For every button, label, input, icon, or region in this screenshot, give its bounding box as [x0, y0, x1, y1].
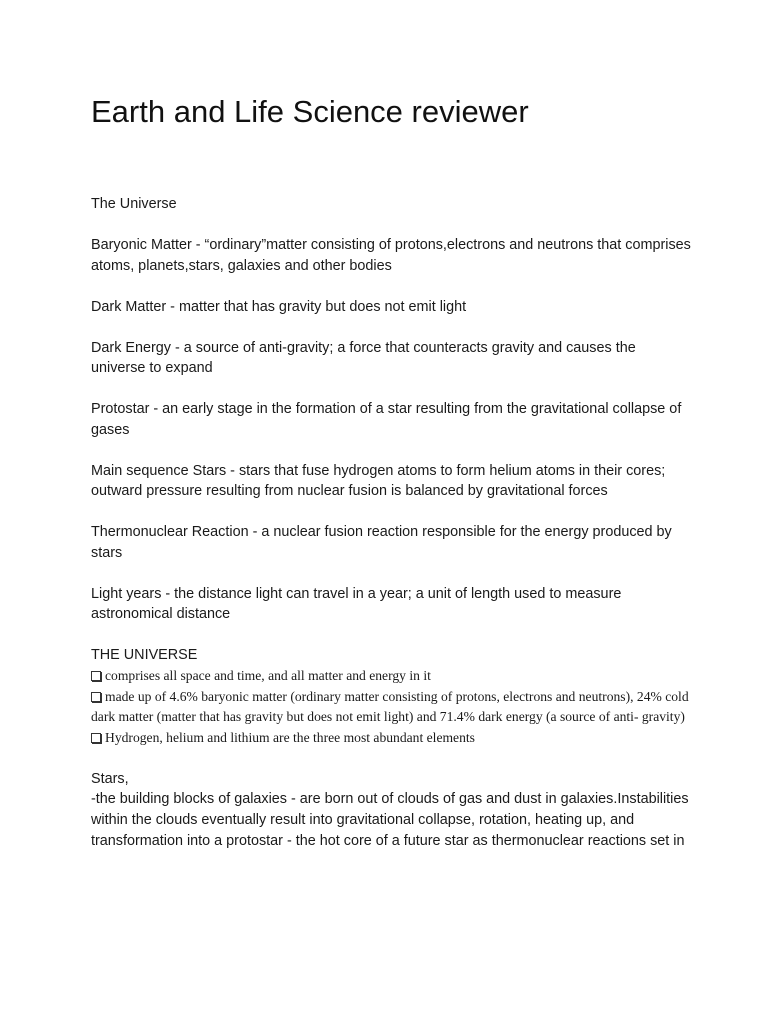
universe-heading: THE UNIVERSE — [91, 647, 198, 664]
list-item — [91, 666, 691, 687]
universe-point-text: Hydrogen, helium and lithium are the three most abundant elements — [105, 729, 475, 745]
list-item — [91, 728, 691, 749]
definition-dark-energy: Dark Energy - a source of anti-gravity; a force that counteracts gravity and causes the universe to expand — [91, 339, 636, 377]
stars-heading: Stars, — [91, 770, 129, 787]
definition-protostar: Protostar - an early stage in the formation of a star resulting from the gravitational collapse of gases — [91, 401, 682, 438]
checkbox-bullet-icon — [91, 671, 101, 681]
universe-points-list — [91, 666, 691, 748]
list-item — [91, 687, 691, 728]
section-label: The Universe — [91, 196, 177, 212]
checkbox-bullet-icon — [91, 733, 101, 743]
document-body — [91, 194, 691, 872]
universe-point-text: comprises all space and time, and all matter and energy in it — [105, 668, 431, 684]
definition-dark-matter: Dark Matter - matter that has gravity but does not emit light — [91, 298, 467, 315]
universe-point-text: made up of 4.6% baryonic matter (ordinary matter consisting of protons, electrons and neutrons), 24% cold dark matter (matter that has gravity but does not emit light) and 71.4% dark energy (a source of anti- gravity) — [91, 688, 689, 725]
definition-light-years: Light years - the distance light can travel in a year; a unit of length used to measure astronomical distance — [91, 585, 622, 623]
stars-paragraph: -the building blocks of galaxies - are born out of clouds of gas and dust in galaxies.Instabilities within the clouds eventually result into gravitational collapse, rotation, heating up, and transformation into a protostar - the hot core of a future star as thermonuclear reactions set in — [91, 791, 689, 849]
document-title: Earth and Life Science reviewer — [91, 94, 529, 129]
definition-main-sequence-stars: Main sequence Stars - stars that fuse hydrogen atoms to form helium atoms in their cores; outward pressure resulting from nuclear fusion is balanced by gravitational forces — [91, 462, 666, 500]
definition-thermonuclear-reaction: Thermonuclear Reaction - a nuclear fusion reaction responsible for the energy produced by stars — [91, 524, 672, 561]
definition-baryonic-matter: Baryonic Matter - “ordinary”matter consisting of protons,electrons and neutrons that comprises atoms, planets,stars, galaxies and other bodies — [91, 236, 691, 274]
checkbox-bullet-icon — [91, 692, 101, 702]
